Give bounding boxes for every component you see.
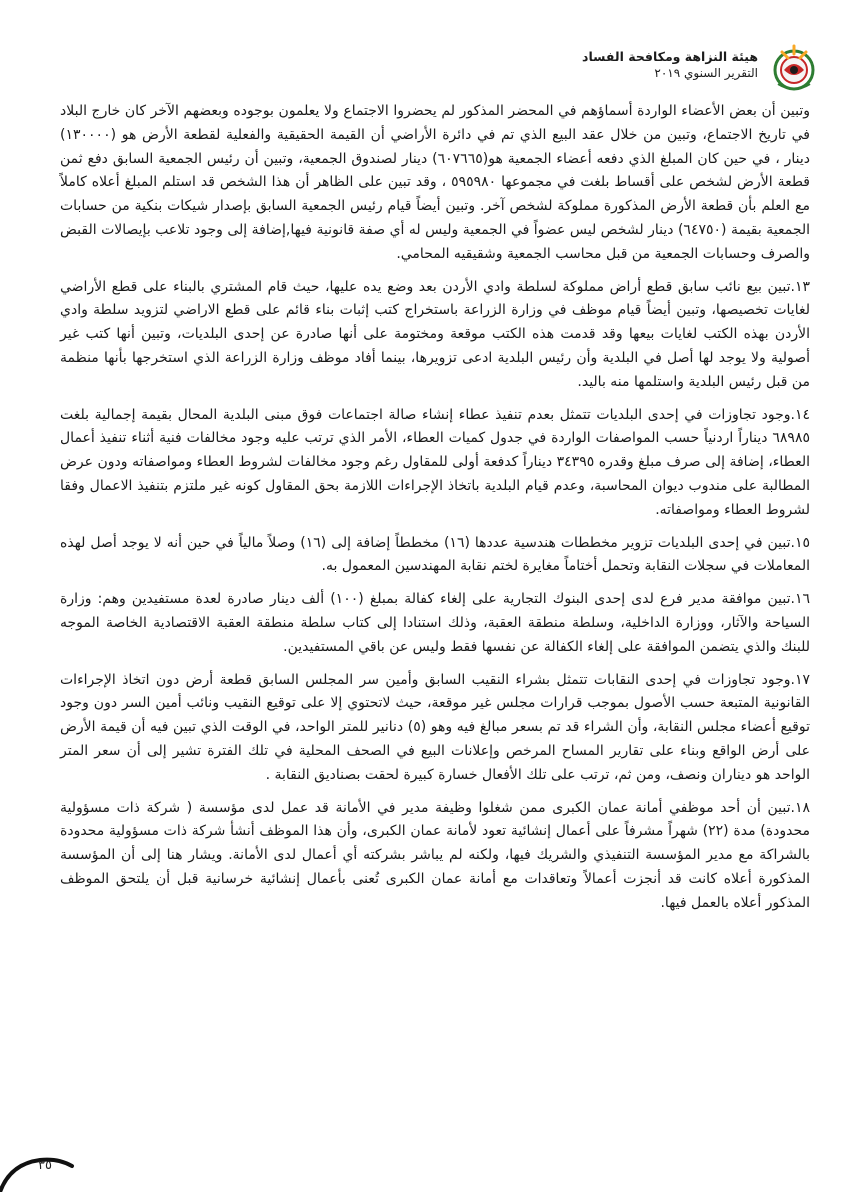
paragraph-text: تبين بيع نائب سابق قطع أراض مملوكة لسلطة وادي الأردن بعد وضع يده عليها، حيث قام المشتري بالبناء على قطع الأراضي لغايات تخصيصها، وتبين أيضاً قيام موظف في وزارة الزراعة باستخراج كتب إثبات بناء قائم على قطع الاراضي لتزويد سلطة وادي الأردن بهذه الكتب لغايات بيعها وقد قدمت هذه الكتب موقعة ومختومة على أنها صادرة عن إحدى البلديات، وتبين أنها كتب غير أصولية ولا يوجد لها أصل في البلدية وأن رئيس البلدية ادعى تزويرها، بينما أفاد موظف وزارة الزراعة الذي استخرجها بأنها منظمة من قبل رئيس البلدية واستلمها منه باليد. <box>60 278 810 390</box>
page-number: ٣٥ <box>38 1158 52 1173</box>
item-number: ١٥. <box>790 534 811 551</box>
list-item-17 <box>60 669 810 788</box>
list-item-18 <box>60 797 810 916</box>
paragraph-text: وتبين أن بعض الأعضاء الواردة أسماؤهم في المحضر المذكور لم يحضروا الاجتماع ولا يعلمون بوجوده وبعضهم الآخر كان خارج البلاد في تاريخ الاجتماع، وتبين من خلال عقد البيع الذي تم في دائرة الأراضي أن القيمة الحقيقية والفعلية لقطعة الأرض هو (١٣٠٠٠٠) دينار ، في حين كان المبلغ الذي دفعه أعضاء الجمعية هو(٦٠٧٦٦٥) دينار لصندوق الجمعية، وتبين أن رئيس الجمعية السابق دفع ثمن قطعة الأرض لشخص على أقساط بلغت في مجموعها ٥٩٥٩٨٠ ، وقد تبين على الظاهر أن هذا الشخص قد استلم المبلغ أعلاه كاملاً مع العلم بأن قطعة الأرض المذكورة مملوكة لشخص آخر. وتبين أيضاً قيام رئيس الجمعية السابق بإصدار شيكات بنكية من حسابات الجمعية بقيمة (٦٤٧٥٠) دينار لشخص ليس عضواً في الجمعية وليس له أي صفة قانونية فيها,إضافة إلى وجود تلاعب بإيصالات القبض والصرف وحسابات الجمعية من قبل محاسب الجمعية وشقيقيه المحامي. <box>60 103 811 262</box>
jihaz-emblem-icon <box>768 40 820 96</box>
item-number: ١٨. <box>790 799 810 816</box>
organization-name: هيئة النزاهة ومكافحة الفساد <box>582 49 758 64</box>
paragraph-text: وجود تجاوزات في إحدى النقابات تتمثل بشراء النقيب السابق وأمين سر المجلس السابق قطعة أرض دون اتخاذ الإجراءات القانونية المتبعة حسب الأصول بموجب قرارات مجلس غير موقعة، حيث لاتحتوي إلا على توقيع النقيب ونائب أمين السر دون وجود توقيع أعضاء مجلس النقابة، وأن الشراء قد تم بسعر مبالغ فيه وهو (٥) دنانير للمتر الواحد، في الوقت الذي تبين فيه أن قيمة الأرض على أرض الواقع وبناء على تقارير المساح المرخص وإعلانات البيع في الصحف المحلية في تلك الفترة تشير إلى أن سعر المتر الواحد هو ديناران ونصف، ومن ثم، ترتب على تلك الأفعال خسارة كبيرة لحقت بصناديق النقابة . <box>60 671 810 783</box>
list-item-13 <box>60 276 810 395</box>
item-number: ١٦. <box>790 591 810 608</box>
document-body <box>60 100 810 925</box>
paragraph-text: تبين موافقة مدير فرع لدى إحدى البنوك التجارية على إلغاء كفالة بمبلغ (١٠٠) ألف دينار صادرة لعدة مستفيدين وهم: وزارة السياحة والآثار، ووزارة الداخلية، وسلطة منطقة العقبة، وذلك استنادا إلى كتاب سلطة منطقة العقبة الاقتصادية الخاصة الموجه للبنك والذي يتضمن الموافقة على إلغاء الكفالة عن نفسها فقط وليس عن باقي المستفيدين. <box>60 591 810 655</box>
list-item-16 <box>60 588 810 659</box>
list-item-14 <box>60 404 810 523</box>
item-number: ١٣. <box>790 278 810 295</box>
page-header <box>520 40 820 100</box>
paragraph-text: وجود تجاوزات في إحدى البلديات تتمثل بعدم تنفيذ عطاء إنشاء صالة اجتماعات فوق مبنى البلدية المحال بقيمة إجمالية بلغت ٦٨٩٨٥ ديناراً اردنياً حسب المواصفات الواردة في جدول كميات العطاء، الأمر الذي ترتب عليه وجود مخالفات فنية أثناء تنفيذ أعمال العطاء، إضافة إلى صرف مبلغ وقدره ٣٤٣٩٥ ديناراً كدفعة أولى للمقاول رغم وجود مخالفات لشروط العطاء ومواصفاته ودون عرض المطالبة على مندوب ديوان المحاسبة، وعدم قيام البلدية باتخاذ الإجراءات اللازمة بحق المقاول كونه غير ملتزم بتنفيذ الاعمال وفقا لشروط العطاء ومواصفاته. <box>60 406 810 518</box>
paragraph-continuation <box>60 100 810 267</box>
report-title: التقرير السنوي ٢٠١٩ <box>654 66 758 80</box>
list-item-15 <box>60 532 810 580</box>
item-number: ١٤. <box>790 406 810 423</box>
item-number: ١٧. <box>790 671 810 688</box>
paragraph-text: تبين في إحدى البلديات تزوير مخططات هندسية عددها (١٦) مخططاً إضافة إلى (١٦) وصلاً مالياً في حين أنه لا يوجد أصل لهذه المعاملات في سجلات النقابة وتحمل أختاماً مغايرة لختم نقابة المهندسين المعمول به. <box>60 534 810 575</box>
header-text <box>582 48 758 81</box>
paragraph-text: تبين أن أحد موظفي أمانة عمان الكبرى ممن شغلوا وظيفة مدير في الأمانة قد عمل لدى مؤسسة ( شركة ذات مسؤولية محدودة) مدة (٢٢) شهراً مشرفاً على أعمال إنشائية تعود لأمانة عمان الكبرى، وأن هذا الموظف أنشأ شركة ذات مسؤولية محدودة بالشراكة مع مدير المؤسسة التنفيذي والشريك فيها، ولكنه لم يباشر بشركته أي أعمال لدى الأمانة. ويشار هنا إلى أن المؤسسة المذكورة أعلاه كانت قد أنجزت أعمالاً وتعاقدات مع أمانة عمان الكبرى تُعنى بأعمال إنشائية خرسانية قبل أن يلتحق الموظف المذكور أعلاه بالعمل فيها. <box>60 799 810 911</box>
